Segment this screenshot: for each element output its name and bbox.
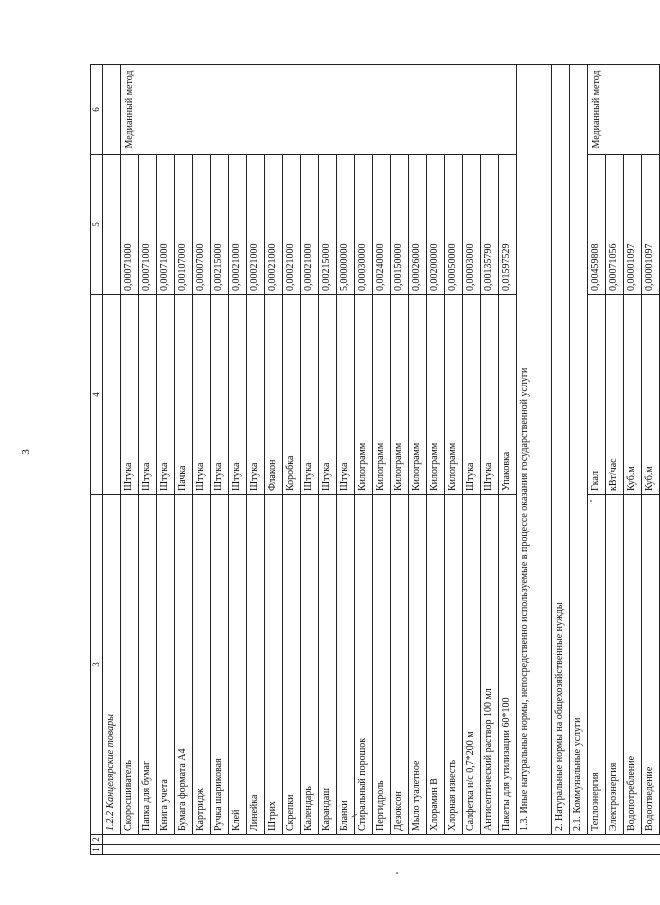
item-unit-cell: Килограмм	[391, 295, 409, 495]
col-header-6: 6	[91, 65, 103, 155]
item-name-cell: Электроэнергия	[606, 495, 624, 835]
item-value-cell: 5,00000000	[337, 155, 355, 295]
table-row	[517, 65, 552, 855]
item-unit-cell: Штука	[301, 295, 319, 495]
item-name-cell: Хлорная известь	[445, 495, 463, 835]
item-unit-cell: Штука	[157, 295, 175, 495]
method-empty-cell	[103, 65, 121, 155]
item-name-cell: Линейка	[247, 495, 265, 835]
item-value-cell: 0,00071000	[139, 155, 157, 295]
table-row	[283, 65, 301, 855]
item-unit-cell: Штука	[193, 295, 211, 495]
table-row	[588, 65, 606, 855]
table-row	[247, 65, 265, 855]
item-name-cell: Дезоксон	[391, 495, 409, 835]
table-row	[427, 65, 445, 855]
item-unit-cell: Килограмм	[445, 295, 463, 495]
item-unit-cell: Куб.м	[624, 295, 642, 495]
item-unit-cell: Штука	[229, 295, 247, 495]
item-value-cell: 0,00135790	[481, 155, 499, 295]
item-value-cell: 0,00021000	[283, 155, 301, 295]
item-unit-cell: Штука	[337, 295, 355, 495]
item-value-cell: 0,00026000	[409, 155, 427, 295]
item-value-cell: 0,00071000	[157, 155, 175, 295]
item-unit-cell: Куб.м	[642, 295, 660, 495]
item-value-cell: 0,00050000	[445, 155, 463, 295]
item-name-cell: Книга учета	[157, 495, 175, 835]
item-name-cell: Бумага формата А4	[175, 495, 193, 835]
item-unit-cell: Штука	[211, 295, 229, 495]
item-name-cell: Пакеты для утилизации 60*100	[499, 495, 517, 835]
item-value-cell: 0,00215000	[211, 155, 229, 295]
item-value-cell: 0,00021000	[229, 155, 247, 295]
item-name-cell: 1.2.2 Канцелярские товары	[103, 495, 121, 835]
item-value-cell	[103, 155, 121, 295]
item-value-cell: 0,00240000	[373, 155, 391, 295]
table-row	[175, 65, 193, 855]
page-number: 3	[20, 449, 32, 455]
item-name-cell: Салфетка н/с 0,7*200 м	[463, 495, 481, 835]
item-unit-cell: Килограмм	[355, 295, 373, 495]
col-header-4: 4	[91, 295, 103, 495]
item-value-cell: 0,00001097	[642, 155, 660, 295]
table-row	[481, 65, 499, 855]
item-name-cell: Водоотведение	[642, 495, 660, 835]
item-value-cell: 0,00003000	[463, 155, 481, 295]
table-row	[499, 65, 517, 855]
table-row	[373, 65, 391, 855]
table-row	[570, 65, 588, 855]
table-row	[445, 65, 463, 855]
item-name-cell: Скоросшиватель	[121, 495, 139, 835]
item-unit-cell	[103, 295, 121, 495]
item-unit-cell: Упаковка	[499, 295, 517, 495]
item-value-cell: 0,00001097	[624, 155, 642, 295]
item-value-cell: 0,01597529	[499, 155, 517, 295]
item-name-cell: Мыло туалетное	[409, 495, 427, 835]
table-row	[121, 65, 139, 855]
col-header-1: 1	[91, 845, 103, 855]
section-heading-cell: 1.3. Иные натуральные нормы, непосредственно используемые в процессе оказания государственной услуги	[517, 65, 552, 835]
item-value-cell: 0,00459808	[588, 155, 606, 295]
item-value-cell: 0,00071000	[121, 155, 139, 295]
section-heading-cell: 2.1. Коммунальные услуги	[570, 65, 588, 835]
item-name-cell: Календарь	[301, 495, 319, 835]
table-row	[265, 65, 283, 855]
item-value-cell: 0,00021000	[301, 155, 319, 295]
item-value-cell: 0,00107000	[175, 155, 193, 295]
stray-dot	[396, 872, 398, 874]
item-name-cell: Водопотребление	[624, 495, 642, 835]
item-unit-cell: Штука	[121, 295, 139, 495]
item-unit-cell: Штука	[139, 295, 157, 495]
item-unit-cell: Коробка	[283, 295, 301, 495]
item-name-cell: Клей	[229, 495, 247, 835]
item-unit-cell: Килограмм	[409, 295, 427, 495]
cell-col2-empty	[103, 835, 660, 845]
item-name-cell: Антисептический раствор 100 мл	[481, 495, 499, 835]
table-row	[355, 65, 373, 855]
table-row	[301, 65, 319, 855]
item-name-cell: Скрепки	[283, 495, 301, 835]
table-row	[229, 65, 247, 855]
norms-table-body	[91, 65, 660, 855]
table-row	[193, 65, 211, 855]
table-row	[409, 65, 427, 855]
table-row	[211, 65, 229, 855]
norms-table	[90, 64, 660, 855]
col-header-2: 2	[91, 835, 103, 845]
table-row	[463, 65, 481, 855]
item-unit-cell: Штука	[247, 295, 265, 495]
item-name-cell: Картридж	[193, 495, 211, 835]
item-name-cell: Штрих	[265, 495, 283, 835]
item-unit-cell: Пачка	[175, 295, 193, 495]
item-value-cell: 0,00021000	[265, 155, 283, 295]
column-number-row	[91, 65, 103, 855]
table-row	[157, 65, 175, 855]
item-name-cell: Папка для бумаг	[139, 495, 157, 835]
item-value-cell: 0,00215000	[319, 155, 337, 295]
cell-col1-empty	[103, 845, 660, 855]
item-value-cell: 0,00021000	[247, 155, 265, 295]
method-cell: Медианный метод	[121, 65, 517, 155]
col-header-5: 5	[91, 155, 103, 295]
item-unit-cell: Штука	[481, 295, 499, 495]
method-cell: Медианный метод	[588, 65, 660, 155]
item-name-cell: Карандаш	[319, 495, 337, 835]
table-row	[391, 65, 409, 855]
item-name-cell: Теплоэнергия	[588, 495, 606, 835]
item-unit-cell: Килограмм	[373, 295, 391, 495]
item-value-cell: 0,00150000	[391, 155, 409, 295]
stray-dot	[590, 500, 592, 502]
table-row	[319, 65, 337, 855]
item-value-cell: 0,00071056	[606, 155, 624, 295]
table-row	[337, 65, 355, 855]
table-row	[624, 65, 642, 855]
item-value-cell: 0,00007000	[193, 155, 211, 295]
item-value-cell: 0,00200000	[427, 155, 445, 295]
item-unit-cell: Штука	[463, 295, 481, 495]
item-name-cell: Пергидроль	[373, 495, 391, 835]
table-row	[606, 65, 624, 855]
col-header-3: 3	[91, 495, 103, 835]
item-unit-cell: кВт/час	[606, 295, 624, 495]
section-heading-cell: 2. Натуральные нормы на общехозяйственные нужды	[552, 65, 570, 835]
table-row	[103, 65, 121, 855]
item-unit-cell: Килограмм	[427, 295, 445, 495]
item-name-cell: Хлорамин В	[427, 495, 445, 835]
rotated-table-container	[90, 65, 655, 855]
item-name-cell: Стиральный порошок	[355, 495, 373, 835]
table-row	[552, 65, 570, 855]
item-name-cell: Ручка шариковая	[211, 495, 229, 835]
item-name-cell: Бланки	[337, 495, 355, 835]
table-row	[642, 65, 660, 855]
item-unit-cell: Флакон	[265, 295, 283, 495]
item-unit-cell: Штука	[319, 295, 337, 495]
item-value-cell: 0,00030000	[355, 155, 373, 295]
table-row	[139, 65, 157, 855]
item-unit-cell: Гкал	[588, 295, 606, 495]
